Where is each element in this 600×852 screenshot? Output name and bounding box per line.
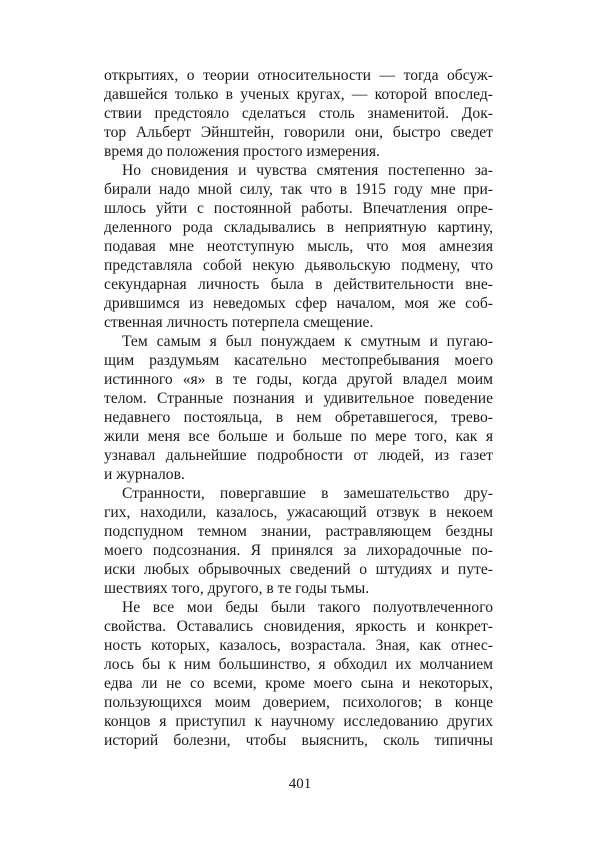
text-line: едва ли не со всеми, кроме моего сына и некоторых, bbox=[104, 675, 493, 692]
text-line: Странности, повергавшие в замешательство дру- bbox=[122, 485, 493, 502]
text-line: моего подсознания. Я принялся за лихорадочные по- bbox=[104, 542, 493, 559]
text-line: деленного рода складывались в неприятную картину, bbox=[104, 219, 493, 236]
text-line: Но сновидения и чувства смятения постепенно за- bbox=[122, 162, 493, 179]
text-line: лось бы к ним большинство, я обходил их молчанием bbox=[104, 656, 493, 673]
text-line: тор Альберт Эйнштейн, говорили они, быстро сведет bbox=[104, 124, 493, 141]
text-line: и журналов. bbox=[104, 466, 185, 483]
text-line: жили меня все больше и больше по мере того, как я bbox=[104, 428, 493, 445]
text-line: секундарная личность была в действительности вне- bbox=[104, 276, 493, 293]
text-line: дрившимся из неведомых сфер началом, моя же соб- bbox=[104, 295, 493, 312]
text-line: пользующихся моим доверием, психологов; в конце bbox=[104, 694, 493, 711]
paragraph bbox=[104, 484, 493, 598]
text-line: Тем самым я был понуждаем к смутным и пугаю- bbox=[122, 333, 493, 350]
text-line: свойства. Оставались сновидения, яркость и конкрет- bbox=[104, 618, 493, 635]
text-line: историй болезни, чтобы выяснить, сколь типичны bbox=[104, 732, 493, 749]
text-line: открытиях, о теории относительности — тогда обсуж- bbox=[104, 67, 493, 84]
text-line: представляла собой некую дьявольскую подмену, что bbox=[104, 257, 493, 274]
text-line: Не все мои беды были такого полуотвлеченного bbox=[122, 599, 493, 616]
page-body bbox=[104, 66, 493, 750]
text-line: концов я приступил к научному исследованию других bbox=[104, 713, 493, 730]
text-line: недавнего постояльца, в нем обретавшегося, трево- bbox=[104, 409, 493, 426]
paragraph bbox=[104, 332, 493, 484]
paragraph bbox=[104, 161, 493, 332]
text-line: ственная личность потерпела смещение. bbox=[104, 314, 374, 331]
text-line: истинного «я» в те годы, когда другой владел моим bbox=[104, 371, 493, 388]
text-line: узнавал дальнейшие подробности от людей, из газет bbox=[104, 447, 493, 464]
text-line: ствии предстояло сделаться столь знаменитой. Док- bbox=[104, 105, 493, 122]
text-line: иски любых обрывочных сведений о штудиях и путе- bbox=[104, 561, 493, 578]
text-line: давшейся только в ученых кругах, — которой впослед- bbox=[104, 86, 493, 103]
text-line: подспудном темном знании, растравляющем бездны bbox=[104, 523, 493, 540]
text-line: щим раздумьям касательно местопребывания моего bbox=[104, 352, 493, 369]
paragraph bbox=[104, 66, 493, 161]
text-line: подавая мне неотступную мысль, что моя амнезия bbox=[104, 238, 493, 255]
text-line: время до положения простого измерения. bbox=[104, 143, 380, 160]
page-number: 401 bbox=[288, 776, 312, 792]
text-line: шествиях того, другого, в те годы тьмы. bbox=[104, 580, 370, 597]
text-line: гих, находили, казалось, ужасающий отзвук в некоем bbox=[104, 504, 493, 521]
text-line: ность которых, казалось, возрастала. Зная, как отнес- bbox=[104, 637, 493, 654]
text-line: шлось уйти с постоянной работы. Впечатления опре- bbox=[104, 200, 493, 217]
text-line: телом. Странные познания и удивительное поведение bbox=[104, 390, 493, 407]
paragraph bbox=[104, 598, 493, 750]
text-line: бирали надо мной силу, так что в 1915 году мне при- bbox=[104, 181, 493, 198]
